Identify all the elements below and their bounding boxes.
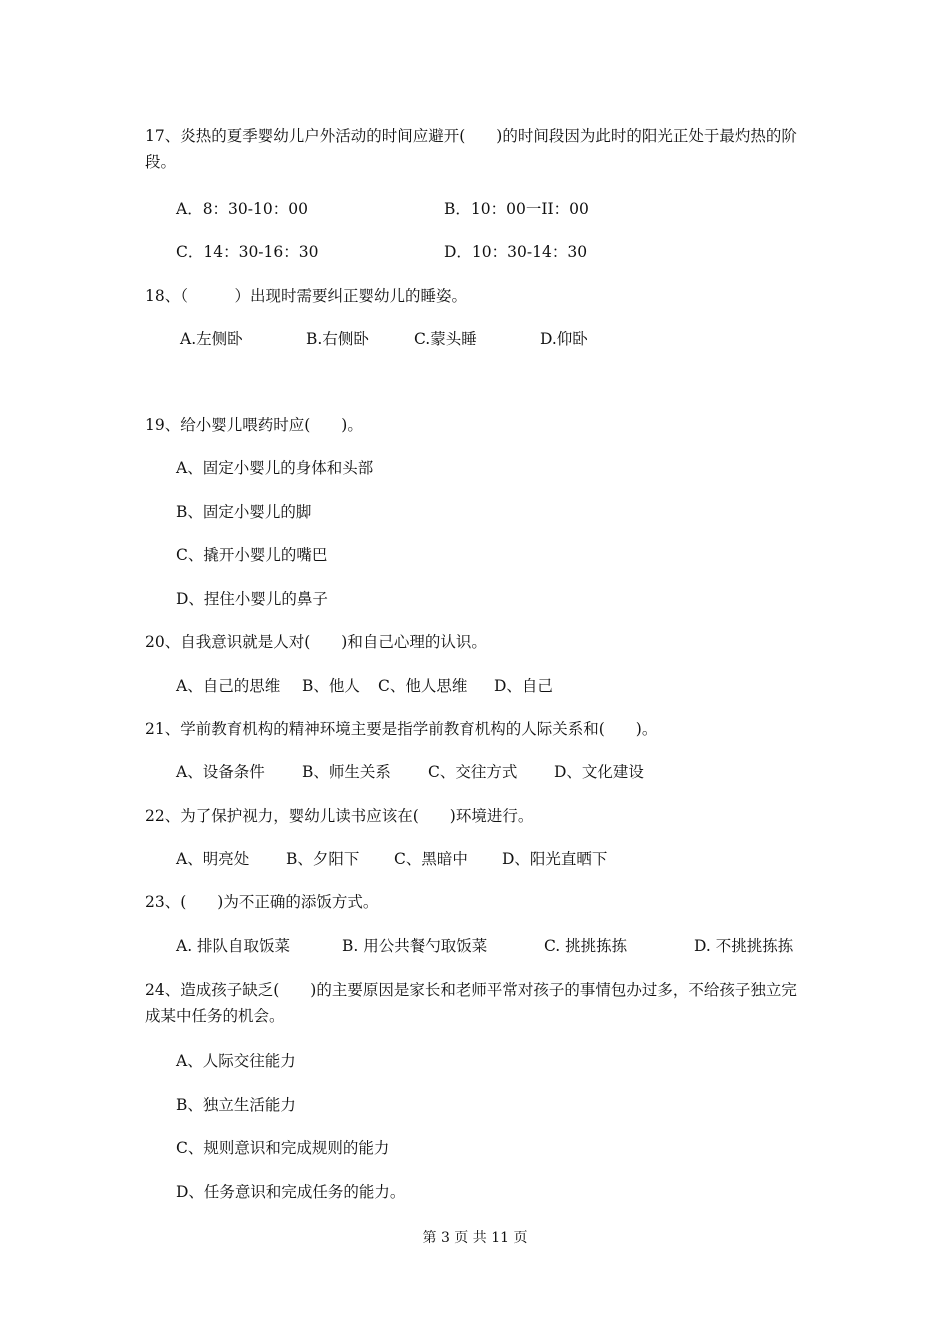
q21-option-a: A、设备条件 [176, 763, 265, 781]
q23-option-a: A. 排队自取饭菜 [176, 937, 291, 955]
q17-option-a: A．8：30-10：00 [176, 200, 308, 218]
q24-option-a: A、人际交往能力 [176, 1052, 296, 1070]
q18-option-d: D.仰卧 [540, 330, 588, 348]
q19-option-c: C、撬开小婴儿的嘴巴 [176, 546, 328, 564]
question-19-text: 19、给小婴儿喂药时应( )。 [145, 416, 363, 434]
q19-option-d: D、捏住小婴儿的鼻子 [176, 590, 328, 608]
q17-option-d: D．10：30-14：30 [444, 243, 588, 261]
q23-option-d: D. 不挑挑拣拣 [694, 937, 794, 955]
q18-option-a: A.左侧卧 [180, 330, 243, 348]
q22-option-a: A、明亮处 [176, 850, 250, 868]
q24-option-d: D、任务意识和完成任务的能力。 [176, 1183, 406, 1201]
q22-option-b: B、夕阳下 [286, 850, 360, 868]
q21-option-b: B、师生关系 [302, 763, 391, 781]
q21-option-c: C、交往方式 [428, 763, 518, 781]
q17-option-b: B．10：00一II：00 [444, 200, 589, 218]
question-21-text: 21、学前教育机构的精神环境主要是指学前教育机构的人际关系和( )。 [145, 720, 658, 738]
q23-option-b: B. 用公共餐勺取饭菜 [342, 937, 488, 955]
q24-option-b: B、独立生活能力 [176, 1096, 296, 1114]
page-number-footer: 第 3 页 共 11 页 [422, 1230, 528, 1246]
question-22-text: 22、为了保护视力，婴幼儿读书应该在( )环境进行。 [145, 807, 534, 825]
question-20-text: 20、自我意识就是人对( )和自己心理的认识。 [145, 633, 487, 651]
q20-option-a: A、自己的思维 [176, 677, 281, 695]
q24-option-c: C、规则意识和完成规则的能力 [176, 1139, 390, 1157]
q19-option-a: A、固定小婴儿的身体和头部 [176, 459, 374, 477]
question-24-text: 24、造成孩子缺乏( )的主要原因是家长和老师平常对孩子的事情包办过多，不给孩子独立完成某中任务的机会。 [145, 981, 797, 1025]
q22-option-d: D、阳光直晒下 [502, 850, 608, 868]
question-18-text: 18、（ ）出现时需要纠正婴幼儿的睡姿。 [145, 287, 467, 305]
q23-option-c: C. 挑挑拣拣 [544, 937, 628, 955]
q21-option-d: D、文化建设 [554, 763, 644, 781]
q20-option-c: C、他人思维 [378, 677, 468, 695]
q22-option-c: C、黑暗中 [394, 850, 468, 868]
q18-option-b: B.右侧卧 [306, 330, 369, 348]
question-17-text: 17、炎热的夏季婴幼儿户外活动的时间应避开( )的时间段因为此时的阳光正处于最灼热的阶段。 [145, 127, 797, 171]
q19-option-b: B、固定小婴儿的脚 [176, 503, 312, 521]
q20-option-d: D、自己 [494, 677, 553, 695]
q20-option-b: B、他人 [302, 677, 360, 695]
question-23-text: 23、( )为不正确的添饭方式。 [145, 893, 379, 911]
q18-option-c: C.蒙头睡 [414, 330, 477, 348]
q17-option-c: C．14：30-16：30 [176, 243, 319, 261]
